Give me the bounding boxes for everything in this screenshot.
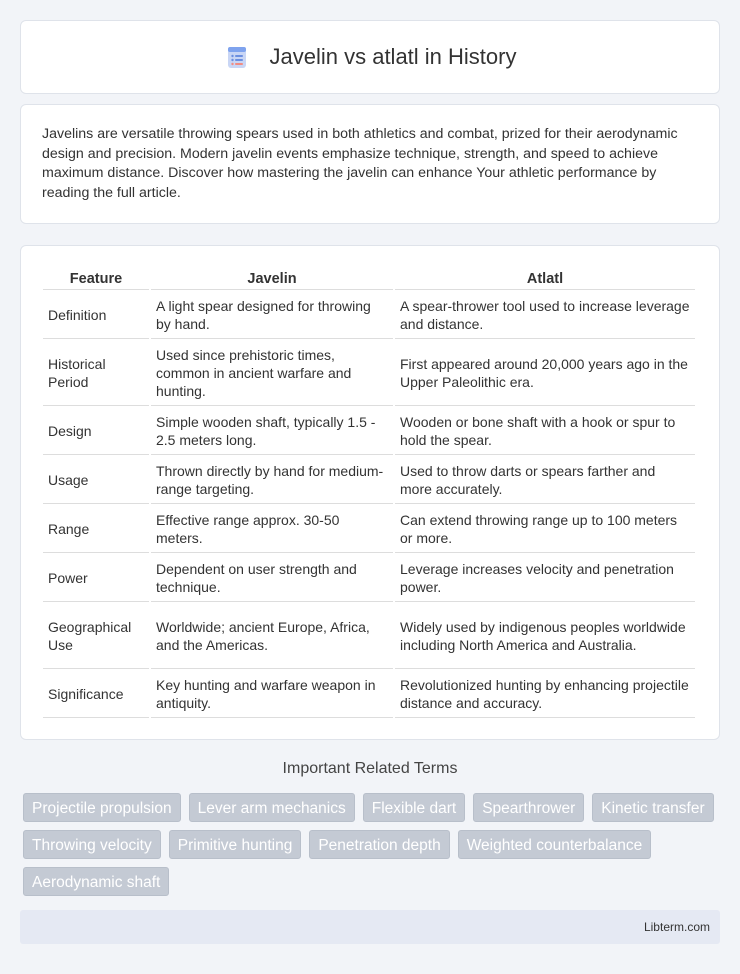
- related-term-tag[interactable]: Penetration depth: [309, 830, 449, 859]
- feature-cell: Significance: [43, 671, 149, 718]
- table-row: [43, 671, 695, 718]
- comparison-table: [41, 266, 697, 720]
- table-row: [43, 604, 695, 669]
- related-term-tag[interactable]: Aerodynamic shaft: [23, 867, 169, 896]
- related-term-tag[interactable]: Spearthrower: [473, 793, 584, 822]
- table-row: [43, 408, 695, 455]
- related-terms-title: Important Related Terms: [282, 760, 458, 777]
- feature-cell: Range: [43, 506, 149, 553]
- javelin-cell: Key hunting and warfare weapon in antiquity.: [151, 671, 393, 718]
- atlatl-cell: Revolutionized hunting by enhancing projectile distance and accuracy.: [395, 671, 695, 718]
- table-header-row: [43, 268, 695, 290]
- feature-cell: Definition: [43, 292, 149, 339]
- javelin-cell: Simple wooden shaft, typically 1.5 - 2.5 meters long.: [151, 408, 393, 455]
- atlatl-cell: A spear-thrower tool used to increase leverage and distance.: [395, 292, 695, 339]
- javelin-cell: Effective range approx. 30-50 meters.: [151, 506, 393, 553]
- header-card: [20, 20, 720, 94]
- column-header-javelin: Javelin: [151, 268, 393, 290]
- footer-site-link[interactable]: Libterm.com: [643, 920, 710, 934]
- column-header-feature: Feature: [43, 268, 149, 290]
- atlatl-cell: Widely used by indigenous peoples worldwide including North America and Australia.: [395, 604, 695, 669]
- javelin-cell: Worldwide; ancient Europe, Africa, and the Americas.: [151, 604, 393, 669]
- javelin-cell: A light spear designed for throwing by hand.: [151, 292, 393, 339]
- atlatl-cell: Leverage increases velocity and penetration power.: [395, 555, 695, 602]
- page-title: Javelin vs atlatl in History: [269, 44, 517, 69]
- related-terms-section: [20, 760, 720, 896]
- related-term-tag[interactable]: Throwing velocity: [23, 830, 161, 859]
- atlatl-cell: Wooden or bone shaft with a hook or spur to hold the spear.: [395, 408, 695, 455]
- related-term-tag[interactable]: Primitive hunting: [169, 830, 302, 859]
- feature-cell: Power: [43, 555, 149, 602]
- related-term-tag[interactable]: Projectile propulsion: [23, 793, 181, 822]
- atlatl-cell: Can extend throwing range up to 100 meters or more.: [395, 506, 695, 553]
- comparison-table-card: [20, 245, 720, 740]
- javelin-cell: Dependent on user strength and technique.: [151, 555, 393, 602]
- intro-text: Javelins are versatile throwing spears used in both athletics and combat, prized for their aerodynamic design and precision. Modern javelin events emphasize technique, strength, and speed to achieve maximum distance. Discover how mastering the javelin can enhance Your athletic performance by reading the full article.: [42, 126, 678, 201]
- table-row: [43, 457, 695, 504]
- javelin-cell: Used since prehistoric times, common in ancient warfare and hunting.: [151, 341, 393, 406]
- document-list-icon: [224, 44, 250, 70]
- footer: [20, 910, 720, 944]
- feature-cell: Design: [43, 408, 149, 455]
- intro-card: [20, 104, 720, 224]
- table-row: [43, 555, 695, 602]
- feature-cell: Usage: [43, 457, 149, 504]
- table-row: [43, 506, 695, 553]
- atlatl-cell: Used to throw darts or spears farther and more accurately.: [395, 457, 695, 504]
- table-row: [43, 292, 695, 339]
- related-terms-tags: [20, 793, 720, 896]
- related-term-tag[interactable]: Weighted counterbalance: [458, 830, 652, 859]
- related-term-tag[interactable]: Lever arm mechanics: [189, 793, 355, 822]
- column-header-atlatl: Atlatl: [395, 268, 695, 290]
- related-term-tag[interactable]: Kinetic transfer: [592, 793, 713, 822]
- atlatl-cell: First appeared around 20,000 years ago in the Upper Paleolithic era.: [395, 341, 695, 406]
- javelin-cell: Thrown directly by hand for medium-range targeting.: [151, 457, 393, 504]
- feature-cell: Historical Period: [43, 341, 149, 406]
- feature-cell: Geographical Use: [43, 604, 149, 669]
- table-row: [43, 341, 695, 406]
- related-term-tag[interactable]: Flexible dart: [363, 793, 465, 822]
